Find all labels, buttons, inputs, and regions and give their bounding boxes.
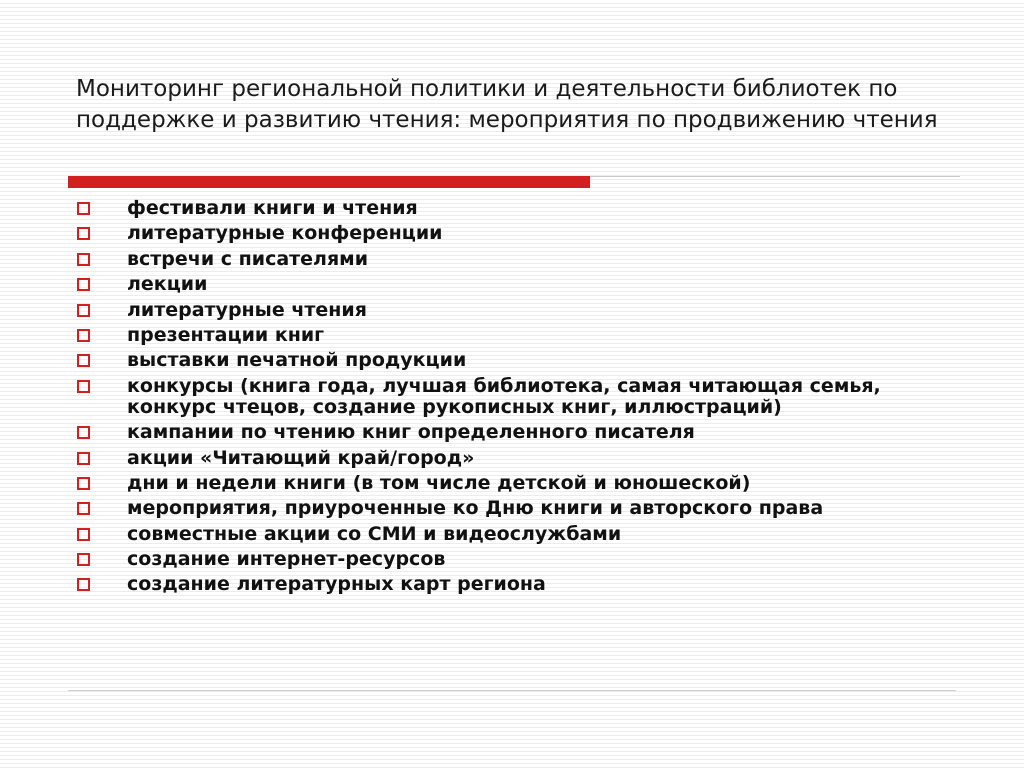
bullet-item-contests [74,376,974,418]
bullet-text: конкурсы (книга года, лучшая библиотека, самая читающая семья, конкурс чтецов, создание рукописных книг, иллюстраций) [127,374,881,418]
bullet-item-internet-resources [74,549,974,570]
bullet-text: фестивали книги и чтения [127,197,418,219]
hollow-square-bullet-icon [77,528,90,541]
bullet-text: создание интернет-ресурсов [127,548,446,571]
bullet-text: дни и недели книги (в том числе детской и юношеской) [127,471,751,494]
hollow-square-bullet-icon [77,380,90,393]
bullet-list [74,198,974,600]
bullet-text: выставки печатной продукции [127,349,467,372]
hollow-square-bullet-icon [77,354,90,367]
bullet-text: кампании по чтению книг определенного писателя [127,421,695,444]
bullet-text: создание литературных карт региона [127,573,546,596]
bullet-item-book-days [74,473,974,494]
title-underline-rule [590,176,960,177]
bullet-text: акции «Читающий край/город» [127,446,475,469]
bullet-item-book-day-events [74,498,974,519]
hollow-square-bullet-icon [77,227,90,240]
hollow-square-bullet-icon [77,452,90,465]
bullet-text: литературные чтения [127,298,367,321]
hollow-square-bullet-icon [77,278,90,291]
bullet-text: мероприятия, приуроченные ко Дню книги и авторского права [127,497,824,520]
hollow-square-bullet-icon [77,477,90,490]
bullet-text: встречи с писателями [127,247,369,270]
bullet-text: лекции [127,273,208,296]
bullet-text: литературные конференции [127,222,443,245]
hollow-square-bullet-icon [77,304,90,317]
bullet-item-book-presentations [74,325,974,346]
bullet-text: презентации книг [127,323,325,346]
slide-title: Мониторинг региональной политики и деятельности библиотек по поддержке и развитию чтения: мероприятия по продвижению чтения [76,76,938,133]
bullet-item-exhibitions [74,350,974,371]
bullet-item-readings [74,300,974,321]
hollow-square-bullet-icon [77,253,90,266]
hollow-square-bullet-icon [77,329,90,342]
hollow-square-bullet-icon [77,553,90,566]
bullet-item-lectures [74,274,974,295]
footer-rule [68,690,956,691]
bullet-item-literary-maps [74,574,974,595]
hollow-square-bullet-icon [77,502,90,515]
bullet-text: совместные акции со СМИ и видеослужбами [127,522,622,545]
bullet-item-conferences [74,223,974,244]
bullet-item-reading-city-actions [74,448,974,469]
hollow-square-bullet-icon [77,578,90,591]
bullet-item-festivals [74,198,974,219]
hollow-square-bullet-icon [77,426,90,439]
title-underline-accent [68,176,590,188]
bullet-item-media-actions [74,524,974,545]
bullet-item-reading-campaigns [74,422,974,443]
hollow-square-bullet-icon [77,202,90,215]
bullet-item-writer-meetings [74,249,974,270]
